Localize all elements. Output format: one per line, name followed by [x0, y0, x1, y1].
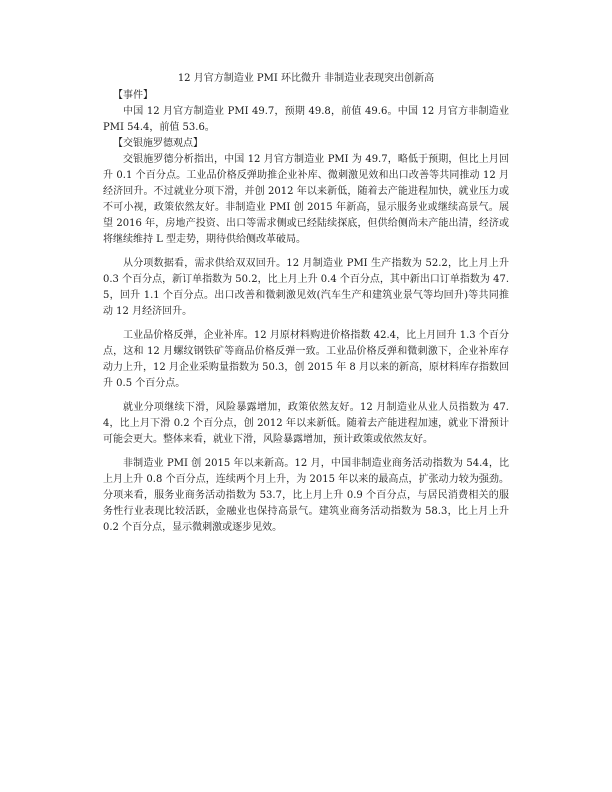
event-label: 【事件】 [113, 90, 153, 101]
paragraph-employment: 就业分项继续下滑，风险暴露增加，政策依然友好。12 月制造业从业人员指数为 47.4，比上月下滑 0.2 个百分点，创 2012 年以来新低。随着去产能进程加速，就业下滑预计可能会更大。整体来看，就业下滑，风险暴露增加，预计政策或依然友好。 [103, 402, 509, 445]
event-paragraph: 中国 12 月官方制造业 PMI 49.7，预期 49.8，前值 49.6。中国 12 月官方非制造业 PMI 54.4，前值 53.6。 [103, 106, 509, 133]
view-label: 【交银施罗德观点】 [113, 138, 203, 149]
document-body [103, 71, 509, 536]
paragraph-non-manufacturing: 非制造业 PMI 创 2015 年以来新高。12 月，中国非制造业商务活动指数为 54.4，比上月上升 0.8 个百分点，连续两个月上升，为 2015 年以来的最高点，扩张动力较为强劲。分项来看，服务业商务活动指数为 53.7，比上月上升 0.9 个百分点，与居民消费相关的服务性行业表现比较活跃，金融业也保持高景气。建筑业商务活动指数为 58.3，比上月上升 0.2 个百分点，显示微刺激或逐步见效。 [103, 458, 509, 533]
paragraph-demand-supply: 从分项数据看，需求供给双双回升。12 月制造业 PMI 生产指数为 52.2，比上月上升 0.3 个百分点，新订单指数为 50.2，比上月上升 0.4 个百分点，其中新出口订单指数为 47.5，回升 1.1 个百分点。出口改善和微刺激见效(汽车生产和建筑业景气等均回升)等共同推动 12 月经济回升。 [103, 258, 509, 317]
paragraph-prices-inventory: 工业品价格反弹，企业补库。12 月原材料购进价格指数 42.4，比上月回升 1.3 个百分点，这和 12 月螺纹钢铁矿等商品价格反弹一致。工业品价格反弹和微刺激下，企业补库存动力上升，12 月企业采购量指数为 50.3，创 2015 年 8 月以来的新高，原材料库存指数回升 0.5 个百分点。 [103, 330, 509, 389]
document-title: 12 月官方制造业 PMI 环比微升 非制造业表现突出创新高 [177, 73, 435, 84]
paragraph-summary: 交银施罗德分析指出，中国 12 月官方制造业 PMI 为 49.7，略低于预期，但比上月回升 0.1 个百分点。工业品价格反弹助推企业补库、微刺激见效和出口改善等共同推动 12 月经济回升。不过就业分项下滑，并创 2012 年以来新低，随着去产能进程加快，就业压力或不可小视，政策依然友好。非制造业 PMI 创 2015 年新高，显示服务业或继续高景气。展望 2016 年，房地产投资、出口等需求侧或已经陆续探底，但供给侧尚未产能出清，经济或将继续维持 L 型走势，期待供给侧改革破局。 [103, 154, 509, 245]
